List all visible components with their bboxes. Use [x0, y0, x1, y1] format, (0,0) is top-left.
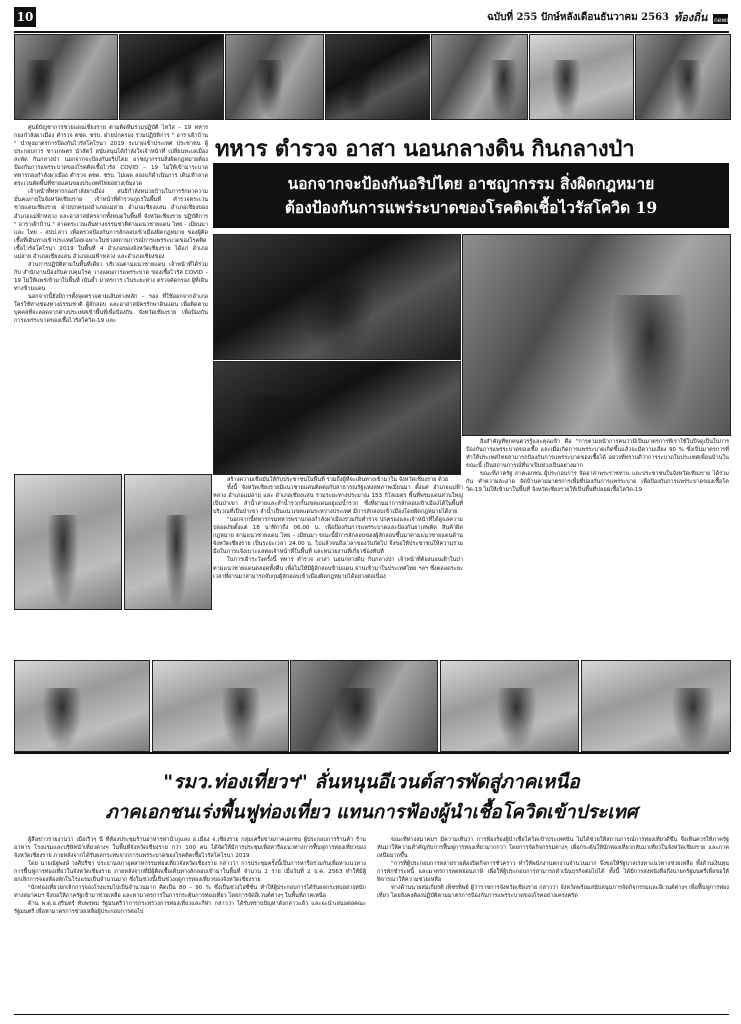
photo-night-patrol-large: [213, 234, 461, 360]
photo-checkpoint-officers: [14, 474, 122, 610]
photo-road-checkpoint: [124, 474, 212, 610]
logo-icon: [673, 7, 729, 27]
story2-subheadline: ภาคเอกชนเร่งพื้นฟูท่องเที่ยว แทนการฟ้องผู้นำเชื้อโควิดเข้าประเทศ: [105, 802, 638, 823]
photo-camp-cooking: [462, 234, 731, 436]
paragraph: ในการเฝ้าระวังครั้งนี้ ทหาร ตำรวจ อาสา นอนกลางดิน กินกลางป่า เจ้าหน้าที่ต้องนอนเฝ้าในป่าตามแนวชายแดนตลอดทั้งคืน เพื่อไม่ให้มีผู้ลักลอบข้ามแดน ผ่านเข้ามาในประเทศไทย ฯลฯ ซึ่งตลอดระยะเวลาที่ผ่านมาสามารถจับกุมผู้ลักลอบเข้าเมืองผิดกฎหมายได้อย่างต่อเนื่อง: [213, 557, 463, 580]
issue-line: ฉบับที่ 255 ปักษ์หลังเดือนธันวาคม 2563: [486, 12, 669, 23]
story2-headline-box: [14, 752, 729, 834]
logo-text: ท้องถิ่น: [674, 11, 708, 24]
paragraph: สร้างความเชื่อมั่นให้กับประชาชนในพื้นที่ รวมถึงผู้ที่จะเดินทางเข้ามาใน จังหวัดเชียงราย ด้วย: [227, 477, 449, 483]
paragraph: โดย นายณัฐพงษ์ วงศ์ปรีชา ประธานสภาอุตสาหกรรมท่องเที่ยวจังหวัดเชียงราย กล่าวว่า การประชุมครั้งนี้เป็นการหารือร่วมกันเพื่อหาแนวทางการฟื้นฟูการท่องเที่ยวในจังหวัดเชียงราย ภายหลังจากที่มีผู้ติดเชื้อเดินทางลักลอบเข้ามาในพื้นที่ จำนวน 2 ราย เมื่อวันที่ 2 ธ.ค. 2563 ทำให้มีผู้ยกเลิกการจองห้องพักในโรงแรมเป็นจำนวนมาก ซึ่งในช่วงนี้เป็นช่วงฤดูการท่องเที่ยวของจังหวัดเชียงราย: [14, 861, 366, 884]
story1-column-middle: [213, 476, 463, 656]
subhead-line: นอกจากจะป้องกันอริปไตย อาชญากรรม สิ่งผิดกฎหมาย: [287, 174, 655, 193]
photo-camp-night: [325, 34, 430, 120]
photo-soldiers-walking: [635, 34, 731, 120]
bottom-divider: [14, 1014, 729, 1015]
photo-jungle-path: [431, 34, 528, 120]
paragraph: สิ่งสำคัญที่ทุกคนควรรู้และคุณเข้า คือ "การตามหน้าการคนว่ามีเป็นมาตรการที่เราใช้ในปีจดูเป็นในการป้องกันการแพร่ระบาดของเชื้อ และเมื่อเกิดการแพร่ระบาดเกิดขึ้นแล้วจะมีความเสี่ยง 90 % ซึ่งเป็นมาตรการที่ทำให้ประเทศไทยสามารถป้องกันการแพร่ระบาดของเชื้อได้ อย่างที่ทราบดีว่าการระบาดในประเทศเพื่อนบ้านในขณะนี้ เป็นสถานการณ์ที่น่าเป็นห่วงเป็นอย่างมาก: [466, 439, 729, 470]
photo-forest-edge: [529, 34, 634, 120]
page-header: [14, 7, 729, 33]
paragraph: เจ้าหน้าที่ทหารกองกำลังผาเมือง สนธิกำลังหน่วยบ้านในการรักษาความมั่นคงภายในจังหวัดเชียงราย เจ้าหน้าที่ตำรวจภูธรในพื้นที่ คำรวจตระเวนชายแดนเชียงราย ฝ่ายปกครองอำเภอแม่สาย อำเภอเชียงแสน อำเภอเชียงของ อำเภอแม่ฟ้าหลวง และอาสาสมัครจากทั้งหมดในพื้นที่ จังหวัดเชียงราย ปฏิบัติการ " อาราเฝ้าบ้าน " ลาดตระเวนเส้นทางธรรมชาติตามแนวชายแดน ไทย - เมียนมา และ ไทย - สปป.ลาว เพื่อตรวจป้องกันการลักลอบเข้าเมืองผิดกฎหมาย ของผู้ติดเชื้อที่เดินทางเข้าประเทศโดยเฉพาะในช่วงสถานการณ์การแพร่ระบาดของโรคติดเชื้อไวรัสโคโรนา 2019 ในพื้นที่ 4 อำเภอของจังหวัดเชียงราย ได้แก่ อำเภอแม่สาย อำเภอเชียงแสน อำเภอแม่ฟ้าหลวง และอำเภอเชียงของ: [14, 189, 208, 260]
paragraph: นอกจากนี้ยังมีการตั้งจุดตรวจตามเส้นทางหลัก – รอง ที่ใช้ออกจากอำเภอ ใครใช้ทางช่องทางธรรมชาติ ผู้ลักลอบ และอาสาสมัครรักษาดินแดน เพื่อติดตามบุคคลที่จะลอดจากต่างประเทศเข้าพื้นที่เพื่อป้องกัน จังหวัดเชียงราย เพื่อป้องกันการแพร่ระบาดของเชื้อไวรัสโควิด-19 และ: [14, 293, 208, 325]
paragraph: "นักท่องเที่ยวยกเลิกการจองโรงแรมไปเป็นจำนวนมาก คิดเป็น 80 – 90 % ซึ่งเป็นช่วงไฮซีซั่น ทำให้ผู้ประกอบการได้รับผลกระทบอย่างหนัก ทางสมาคมฯ จึงขอให้ภาครัฐเข้ามาช่วยเหลือ และหามาตรการในการกระตุ้นการท่องเที่ยว โดยการจัดอีเวนต์ต่างๆ ในพื้นที่ภาคเหนือ: [14, 885, 366, 900]
photo-soldiers-resting: [213, 361, 461, 475]
page-number: 10: [14, 7, 36, 27]
subhead-line: ต้องป้องกันการแพร่ระบาดของโรคติดเชื้อไวรัสโควิด 19: [284, 198, 658, 217]
paragraph: ทางด้านนายสมเกียรติ เพ็ชรทิพย์ ผู้ว่าราชการจังหวัดเชียงราย กล่าวว่า จังหวัดพร้อมสนับสนุนการจัดกิจกรรมและอีเวนต์ต่างๆ เพื่อฟื้นฟูการท่องเที่ยว โดยยังคงต้องปฏิบัติตามมาตรการป้องกันการแพร่ระบาดของโรคอย่างเคร่งครัด: [377, 885, 729, 900]
logo-badge: news: [714, 17, 729, 24]
story2-column-left: [14, 836, 366, 1012]
paragraph: ขณะที่ภาครัฐ ภาคเอกชน ผู้ประกอบการ จัดอาสาพระราชทาน และประชาชนในจังหวัดเชียงราย ได้ร่วมกัน ทำความสะอาด จัดบ้านตามมาตรการเพื่อที่ปองกันการแพร่ระบาด เพื่อป้องกันการแพร่ระบาดของเชื้อโควิด-19 ไม่ให้เข้ามาในพื้นที่ จังหวัดเชียงรายให้เป็นพื้นที่ปลอดเชื้อโควิด-19: [466, 471, 729, 494]
paragraph: "การที่ผู้ประกอบการหลายรายต้องปิดกิจการชั่วคราว ทำให้พนักงานตกงานจำนวนมาก จึงขอให้รัฐบาลเร่งหาแนวทางช่วยเหลือ ทั้งด้านเงินทุน การพักชำระหนี้ และมาตรการลดหย่อนภาษี เพื่อให้ผู้ประกอบการสามารถดำเนินธุรกิจต่อไปได้ ทั้งนี้ ได้มีการส่งหนังสือถึงนายกรัฐมนตรีเพื่อขอให้พิจารณาให้ความช่วยเหลือ: [377, 861, 729, 884]
newspaper-logo: [673, 7, 729, 27]
story2-column-right: [377, 836, 729, 1012]
photo-officer-kneeling: [119, 34, 224, 120]
paragraph: ขณะที่ทางสมาคมฯ มีความเห็นว่า การฟ้องร้องผู้นำเชื้อโควิดเข้าประเทศนั้น ไม่ได้ช่วยให้สถานการณ์การท่องเที่ยวดีขึ้น จึงเห็นควรให้ภาครัฐหันมาให้ความสำคัญกับการฟื้นฟูการท่องเที่ยวมากกว่า โดยการจัดกิจกรรมต่างๆ เพื่อกระตุ้นให้นักท่องเที่ยวกลับมาเที่ยวในจังหวัดเชียงราย และภาคเหนือมากขึ้น: [377, 837, 729, 860]
paragraph: ส่วนการปฏิบัติตามในพื้นที่เดียว บริเวณตามแนวชายแดน เจ้าหน้าที่ได้ร่วมกับ สำนักงานป้องกันควบคุมโรค วางแผนการแพร่ระบาด ของเชื้อไวรัส COVID – 19 ไม่ให้แพร่เข้ามาในพื้นที่ เน้นย้ำ มาตรการ เว้นระยะห่าง ตรวจคัดกรอง ผู้ที่เดินทางข้ามแดน: [14, 261, 208, 292]
photo-meeting-speakers: [14, 660, 150, 752]
story1-column-left: [14, 124, 208, 468]
paragraph: ด้าน พ.ต.อ.สุรินทร์ ทับพรหม รัฐมนตรีว่าการกระทรวงการท่องเที่ยวและกีฬา กล่าวว่า ได้รับทราบปัญหาดังกล่าวแล้ว และจะนำเสนอต่อคณะรัฐมนตรี เพื่อหามาตรการช่วยเหลือผู้ประกอบการต่อไป: [14, 901, 366, 916]
photo-conference-room: [440, 660, 579, 752]
paragraph: "นอกจากนี้ทหารกรมทหารพรานกองกำลังผาเมืองร่วมกับตำรวจ ปกครองและเจ้าหน้าที่ได้ดูแลความปลอดภัยตั้งแต่ 18 นาฬิกาถึง 06.00 น. เพื่อป้องกันการแพร่ระบาดและป้องกันยาเสพติด สินค้าผิดกฎหมาย ตามแนวชายแดน ไทย – เมียนมา ขณะนี้มีการลักลอบของผู้ลักลอบขึ้นมาตามแนวชายแดนด้านจังหวัดเชียงราย เป็นระยะเวลา 24.00 น. ไปแล้วจนถึงเวลาของวันถัดไป จึงขอให้ประชาชนให้ความร่วมมือในการแจ้งเบาะแสต่อเจ้าหน้าที่ในพื้นที่ และหน่วยงานที่เกี่ยวข้องทันที: [213, 517, 463, 556]
photo-meeting-audience: [152, 660, 289, 752]
story1-headline: ทหาร ตำรวจ อาสา นอนกลางดิน กินกลางป่า: [215, 136, 635, 162]
photo-patrol-group: [225, 34, 324, 120]
story2-headline: "รมว.ท่องเที่ยวฯ" ลั่นหนุนอีเวนต์สารพัดสู่ภาคเหนือ: [163, 771, 580, 793]
paragraph: ผู้สื่อข่าวรายงานว่า เมื่อเร็วๆ นี้ ที่ห้องประชุมร้านอาหารท่าน้ำภูแลง อ.เมือง จ.เชียงราย กลุ่มเครือข่ายภาคเอกชน ผู้ประกอบการร้านค้า ร้านอาหาร โรงแรมและบริษัทนำเที่ยวต่างๆ ในพื้นที่จังหวัดเชียงราย กว่า 100 คน ได้จัดให้มีการประชุมเพื่อหารือแนวทางการฟื้นฟูการท่องเที่ยวของจังหวัดเชียงราย ภายหลังจากได้รับผลกระทบจากการแพร่ระบาดของโรคติดเชื้อไวรัสโคโรนา 2019: [14, 837, 366, 860]
photo-soldiers-forest: [14, 34, 118, 120]
story1-column-right: [466, 438, 729, 656]
story1-subhead-box: [213, 163, 729, 228]
photo-minister-seated: [290, 660, 438, 752]
paragraph: ศูนย์บัญชาการชายแดนเชียงราย ตามติดทีมร่วมปฏิบัติ ไหว้ส – 19 ทหารกองกำลังผาเมือง ตำรวจ ตชด. ชรบ. ฝ่ายปกครอง ร่วมปฏิบัติการ " อาราเฝ้าบ้าน " นำหูงมาตรการป้องกันไวรัสโคโรนา 2019 ระบาดเข้าประเทศ ประชาชน ผู้ประกอบการ ชาวเกษตร นำสัตว์ สนับสนุนได้กำลังใจเจ้าหน้าที่ เปลี่ยนทะเลเมืองสะพัด กินกลางป่า นอกจากจะป้องกันอริปไตย อาชญากรรมสิ่งผิดกฎหมายต้องป้องกันการแพร่ระบาดของโรคติดเชื้อไวรัส COVID – 19 ไม่ให้เข้ามาระบาดทหารกองกำลังผาเมือง ตำรวจ ตชด. ชรบ. ไม่เผด สองแก้ดำเนินการ เดินเท้าลาดตระเวนตัดพื้นที่ชายแดนของประเทศไทยอย่างเข้มงวด: [14, 125, 208, 188]
paragraph: ทั้งนี้ จังหวัดเชียงรายมีแนวชายแดนติดต่อกับสาธารณรัฐแห่งสหภาพเมียนมา ตั้งแต่ อำเภอแม่ฟ้าหลวง อำเภอแม่สาย และ อำเภอเชียงแสน รวมระยะทางประมาณ 153 กิโลเมตร พื้นที่พรมแดนส่วนใหญ่เป็นป่าเขา ลำน้ำสายและลำน้ำรวกกั้นเขตแดนอยู่แม่น้ำรวก ซึ่งที่ผ่านมาการลักลอบเข้าเมืองได้ในพื้นที่บริเวณที่เป็นป่าเขา ลำน้ำเป็นแนวเขตแดนระหว่างประเทศ มีการลักลอบเข้าเมืองโดยผิดกฎหมายได้ง่าย: [213, 485, 463, 516]
photo-group-discussion: [581, 660, 731, 752]
